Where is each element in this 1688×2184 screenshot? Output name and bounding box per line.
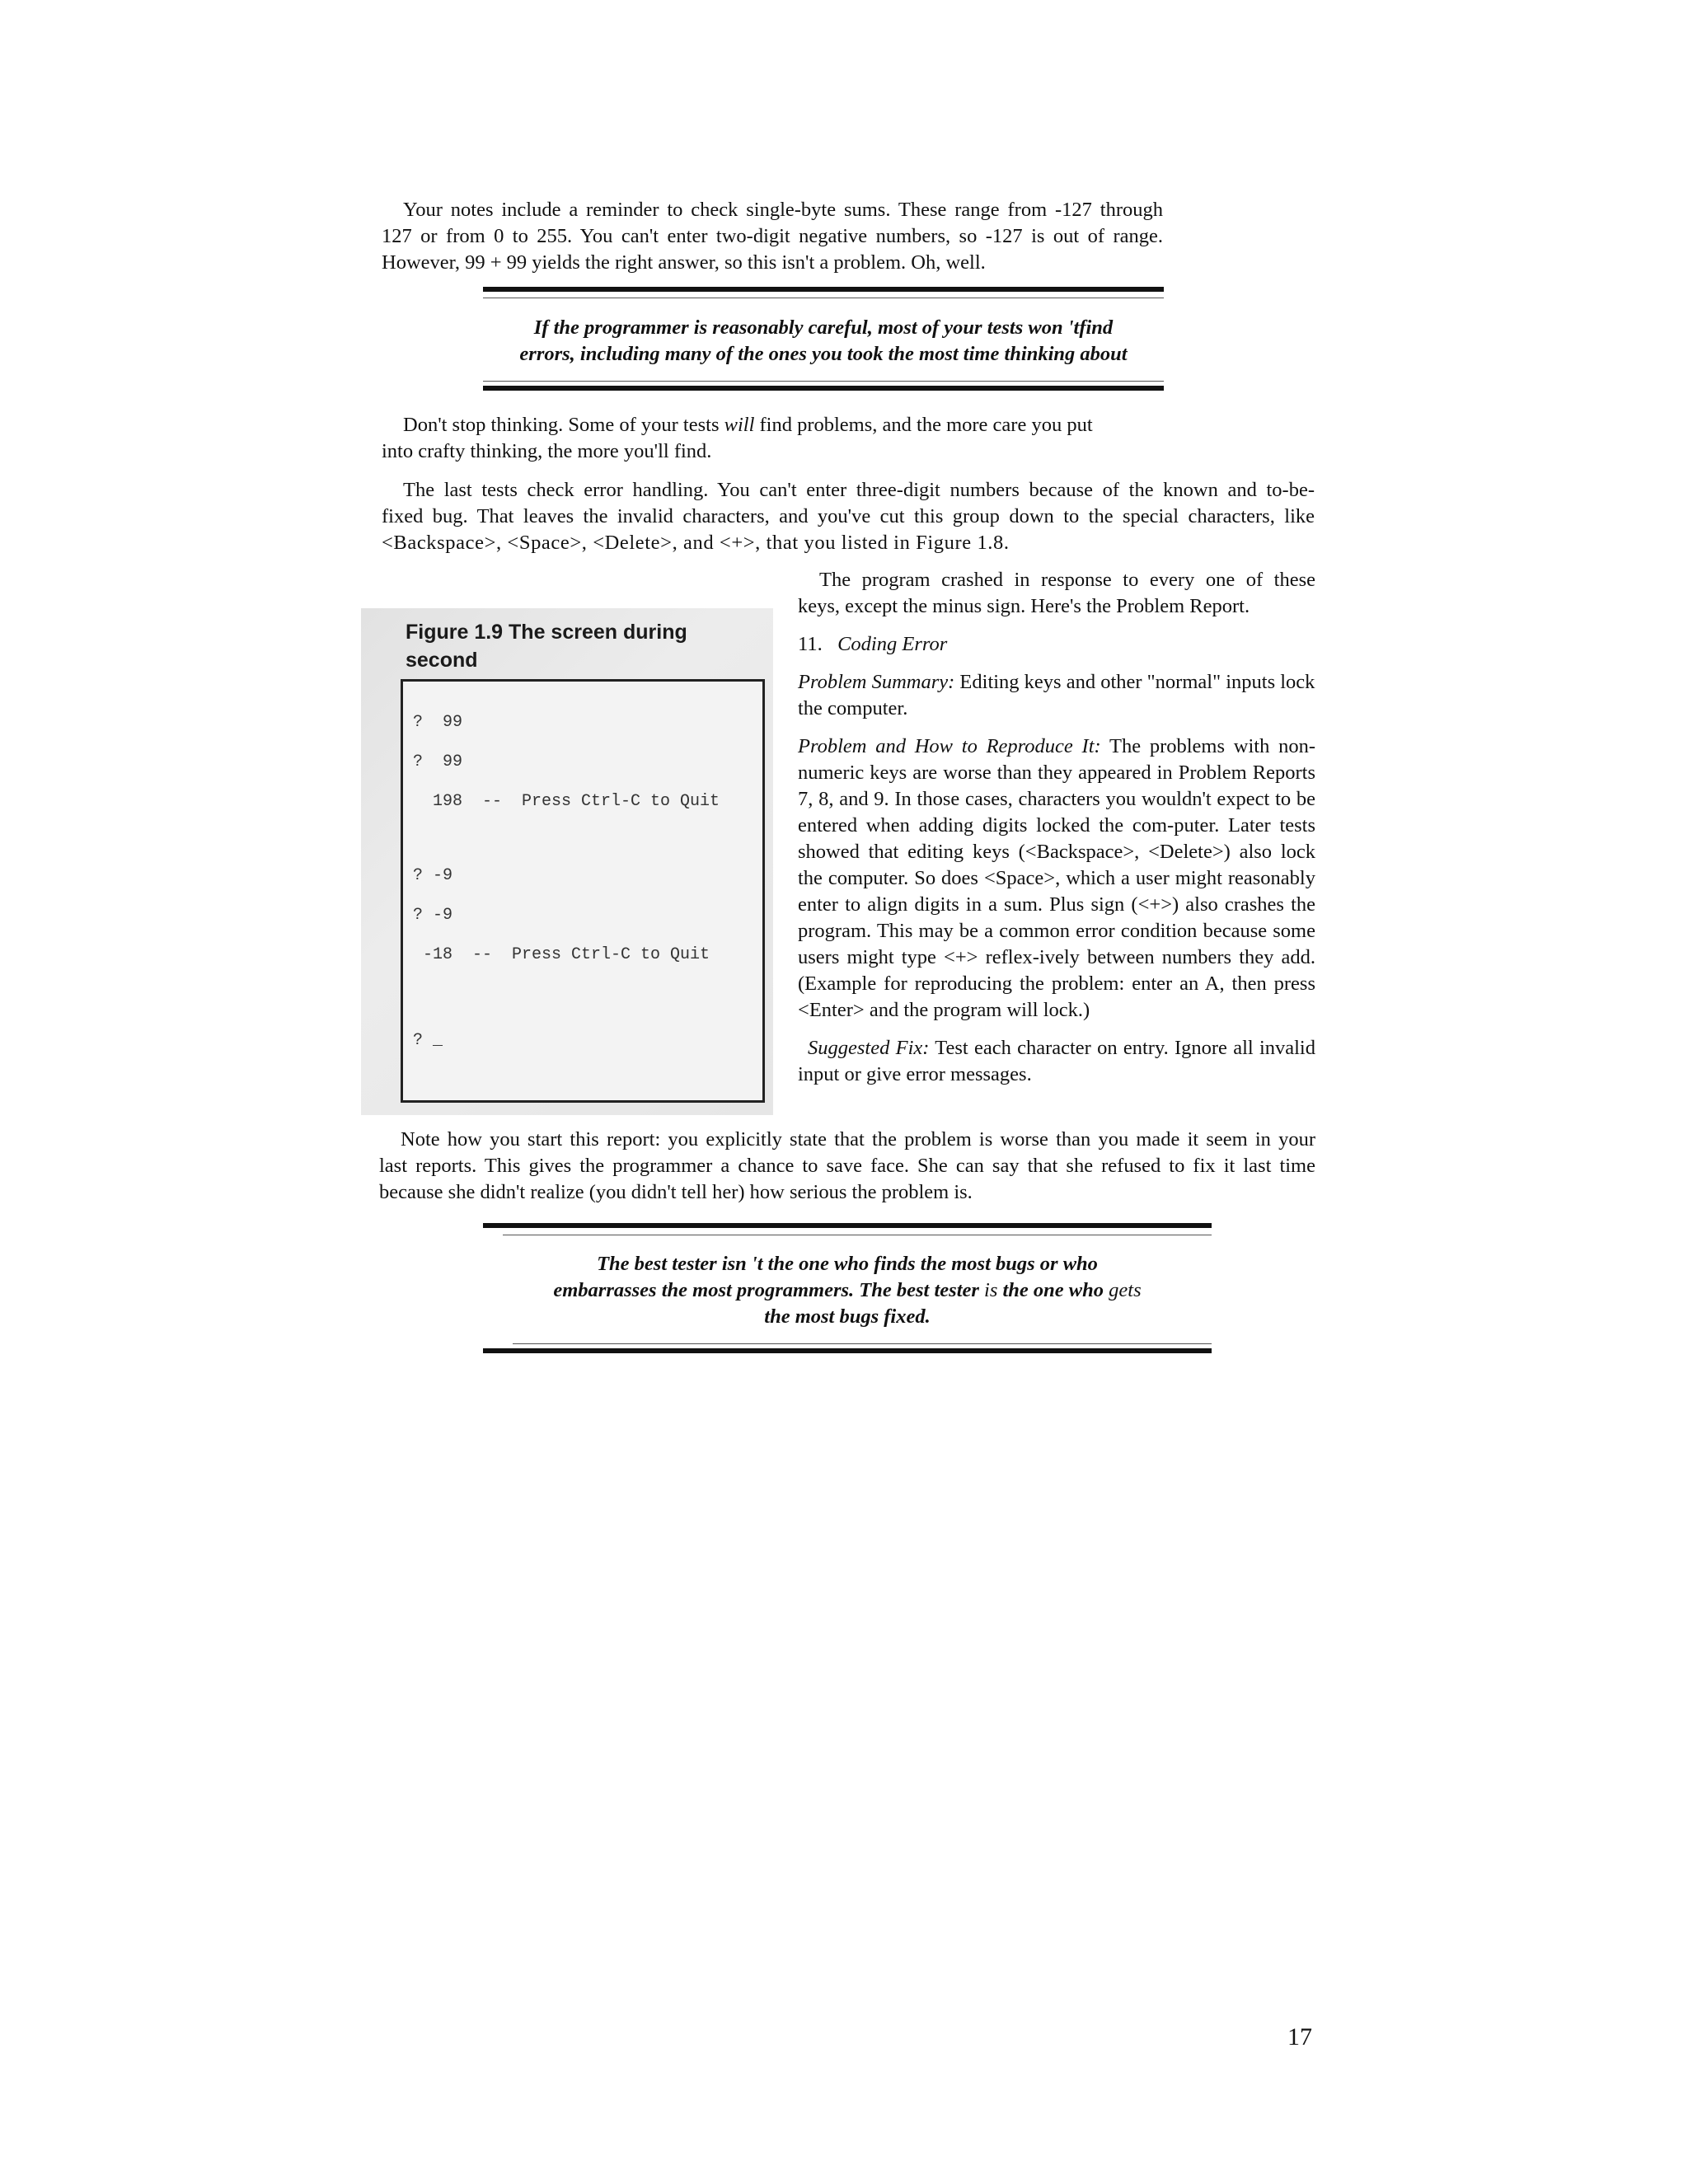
callout1-bottom-rule [483,386,1164,391]
note-line-2: last reports. This gives the programmer a chance to save face. She can say that she refused to fix it last time [379,1155,1315,1177]
terminal-screen [401,679,765,1103]
page-number: 17 [1287,2023,1312,2050]
callout2-line-1: The best tester isn 't the one who finds the most bugs or who [597,1253,1098,1275]
screen-line: ? 99 [413,713,463,732]
callout2-quote [483,1251,1212,1330]
screen-line: ? -9 [413,906,453,925]
screen-line: ? _ [413,1031,443,1050]
note-line-1: Note how you start this report: you explicitly state that the problem is worse than you made it seem in your [401,1128,1315,1151]
screen-line: ? -9 [413,866,453,885]
crashed-line-2: keys, except the minus sign. Here's the Problem Report. [798,595,1250,617]
note-line-3: because she didn't realize (you didn't tell her) how serious the problem is. [379,1181,973,1203]
callout2-line-2: embarrasses the most programmers. The best tester is the one who gets [553,1279,1142,1301]
intro-line-3: However, 99 + 99 yields the right answer, so this isn't a problem. Oh, well. [382,251,986,274]
callout2-bottom-rule [483,1348,1212,1353]
note-paragraph [379,1127,1315,1206]
dont-stop-line-1: Don't stop thinking. Some of your tests will find problems, and the more care you put [403,414,1093,436]
problem-report-column [798,567,1315,1088]
problem-summary [798,669,1315,722]
reproduce-text: The problems with non-numeric keys are worse than they appeared in Problem Reports 7, 8, and 9. In those cases, characters you wouldn't expect to be entered when adding digits locked the com-puter. Later tests showed that editing keys (<Backspace>, <Delete>) also lock the computer. So does <Space>, which a user might reasonably enter to align digits in a sum. Plus sign (<+>) also crashes the program. This may be a common error condition because some users might type <+> reflex-ively between numbers they add. (Example for reproducing the problem: enter an A, then press <Enter> and the program will lock.) [798,735,1315,1021]
figure-caption: Figure 1.9 The screen during second [406,621,687,672]
emphasis-will: will [724,414,755,436]
crashed-line-1: The program crashed in response to every one of these [819,569,1315,591]
callout1-top-rule [483,287,1164,292]
screen-line: 198 -- Press Ctrl-C to Quit [413,792,720,811]
callout2-top-rule [483,1223,1212,1228]
last-tests-line-2: fixed bug. That leaves the invalid characters, and you've cut this group down to the special characters, like [382,505,1315,527]
reproduce-section [798,733,1315,1024]
report-title: Coding Error [837,633,948,655]
screen-line: ? 99 [413,752,463,771]
callout1-bottom-thin-rule [483,381,1164,382]
figure-1-9 [361,608,773,1115]
dont-stop-paragraph [382,412,1163,465]
callout1-quote [483,315,1164,368]
screen-line: -18 -- Press Ctrl-C to Quit [413,945,710,964]
summary-label: Problem Summary: [798,671,955,693]
intro-paragraph [382,197,1163,276]
reproduce-label: Problem and How to Reproduce It: [798,735,1101,757]
callout1-line-2: errors, including many of the ones you took the most time thinking about [519,343,1128,365]
callout1-line-1: If the programmer is reasonably careful, most of your tests won 'tfind [533,316,1114,339]
dont-stop-line-2: into crafty thinking, the more you'll find. [382,440,712,462]
callout2-bottom-thin-rule [513,1343,1212,1344]
suggested-fix [798,1035,1315,1088]
fix-text: Test each character on entry. Ignore all invalid input or give error messages. [798,1037,1315,1085]
fix-label: Suggested Fix: [808,1037,930,1059]
report-number: 11. [798,633,823,655]
intro-line-2: 127 or from 0 to 255. You can't enter two-digit negative numbers, so -127 is out of range. [382,225,1163,247]
callout2-line-3: the most bugs fixed. [764,1305,931,1328]
last-tests-paragraph [382,477,1315,556]
summary-text: Editing keys and other "normal" inputs lock the computer. [798,671,1315,719]
report-heading [798,631,1315,658]
last-tests-line-1: The last tests check error handling. You can't enter three-digit numbers because of the known and to-be- [403,479,1315,501]
last-tests-line-3: <Backspace>, <Space>, <Delete>, and <+>, that you listed in Figure 1.8. [382,532,1010,554]
intro-line-1: Your notes include a reminder to check single-byte sums. These range from -127 through [403,199,1163,221]
